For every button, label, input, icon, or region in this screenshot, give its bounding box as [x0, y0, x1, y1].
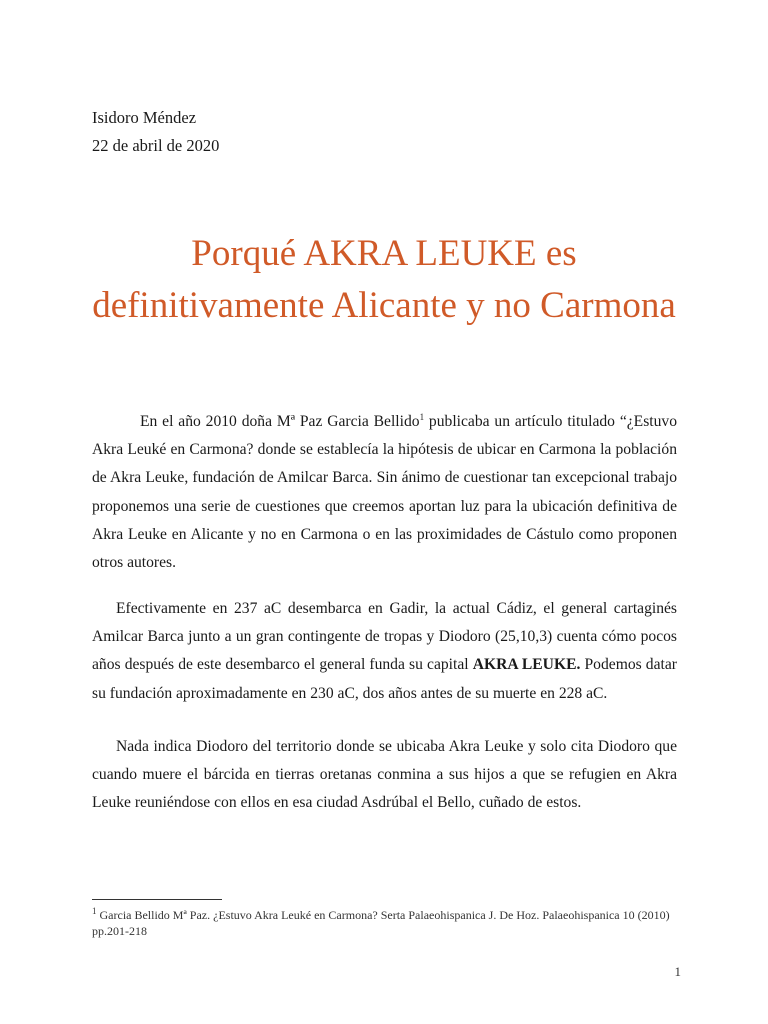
footnote: [92, 907, 692, 939]
author-name: Isidoro Méndez: [92, 108, 197, 127]
document-title: Porqué AKRA LEUKE es definitivamente Alicante y no Carmona: [92, 233, 676, 326]
paragraph-intro-continuation: publicaba un artículo titulado “¿Estuvo Akra Leuké en Carmona? donde se establecía la hipótesis de ubicar en Carmona la población de Akra Leuke, fundación de Amilcar Barca. Sin ánimo de cuestionar tan excepcional trabajo proponemos una serie de cuestiones que creemos aportan luz para la ubicación definitiva de Akra Leuke en Alicante y no en Carmona o en las proximidades de Cástulo como proponen otros autores.: [92, 413, 677, 572]
publication-date: 22 de abril de 2020: [92, 136, 220, 155]
footnote-separator: [92, 899, 222, 900]
footnote-text: Garcia Bellido Mª Paz. ¿Estuvo Akra Leuké en Carmona? Serta Palaeohispanica J. De Hoz. Palaeohispanica 10 (2010) pp.201-218: [92, 908, 670, 938]
author-block: [92, 104, 219, 160]
paragraph-diodoro: Nada indica Diodoro del territorio donde se ubicaba Akra Leuke y solo cita Diodoro que cuando muere el bárcida en tierras oretanas conmina a sus hijos a que se refugien en Akra Leuke reuniéndose con ellos en esa ciudad Asdrúbal el Bello, cuñado de estos.: [92, 738, 677, 812]
page-number: 1: [674, 964, 681, 979]
paragraph-founding-text: Efectivamente en 237 aC desembarca en Gadir, la actual Cádiz, el general cartaginés Amilcar Barca junto a un gran contingente de tropas y Diodoro (25,10,3) cuenta cómo pocos años después de este desembarco el general funda su capital: [92, 600, 677, 674]
paragraph-founding-continuation: Podemos datar su fundación aproximadamente en 230 aC, dos años antes de su muerte en 228 aC.: [92, 656, 677, 702]
paragraph-founding: [92, 595, 677, 708]
paragraph-intro: [92, 408, 677, 577]
footnote-mark: 1: [92, 906, 97, 916]
emphasis-akra-leuke: AKRA LEUKE.: [472, 656, 581, 674]
footnote-reference: 1: [419, 411, 425, 422]
paragraph-intro-text: En el año 2010 doña Mª Paz Garcia Bellido: [140, 413, 420, 430]
